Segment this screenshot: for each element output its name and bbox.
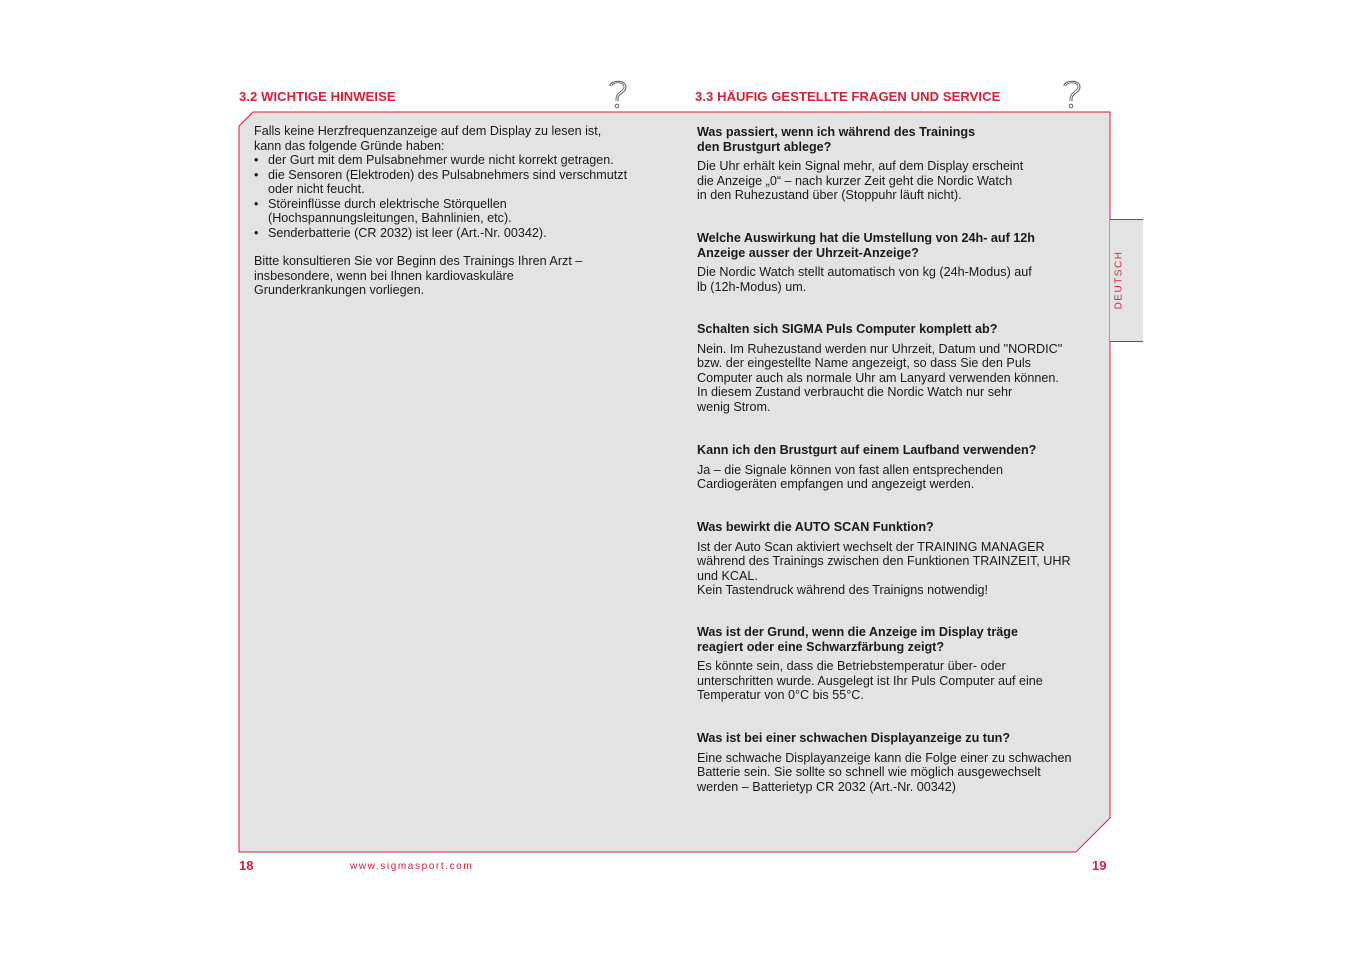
faq-question: Schalten sich SIGMA Puls Computer komplett ab?: [697, 322, 998, 336]
list-item: • Senderbatterie (CR 2032) ist leer (Art.-Nr. 00342).: [254, 226, 654, 241]
faq-answer: Ja – die Signale können von fast allen entsprechenden Cardiogeräten empfangen und angezeigt werden.: [697, 462, 1003, 491]
faq-answer: Nein. Im Ruhezustand werden nur Uhrzeit, Datum und "NORDIC" bzw. der eingestellte Name angezeigt, so dass Sie den Puls Computer auch als normale Uhr am Lanyard verwenden können. In diesem Zustand verbraucht die Nordic Watch nur sehr wenig Strom.: [697, 341, 1063, 414]
language-tab-label: DEUTSCH: [1113, 250, 1125, 310]
faq-item: [697, 231, 1092, 294]
faq-item: [697, 520, 1092, 598]
faq-question: Was passiert, wenn ich während des Trainings den Brustgurt ablege?: [697, 125, 976, 154]
faq-item: [697, 125, 1092, 203]
list-item: • Störeinflüsse durch elektrische Störquellen (Hochspannungsleitungen, Bahnlinien, etc).: [254, 197, 654, 226]
faq-answer: Es könnte sein, dass die Betriebstemperatur über- oder unterschritten wurde. Ausgelegt ist Ihr Puls Computer auf eine Temperatur von 0°C bis 55°C.: [697, 659, 1043, 702]
faq-item: [697, 443, 1092, 492]
page-number-left: 18: [239, 858, 254, 873]
faq-question: Welche Auswirkung hat die Umstellung von 24h- auf 12h Anzeige ausser der Uhrzeit-Anzeige?: [697, 231, 1035, 260]
faq-item: [697, 731, 1092, 794]
faq-item: [697, 625, 1092, 703]
left-bullet-list: [254, 153, 654, 240]
question-mark-icon: [1060, 77, 1084, 109]
faq-question: Was bewirkt die AUTO SCAN Funktion?: [697, 520, 934, 534]
list-item: • der Gurt mit dem Pulsabnehmer wurde nicht korrekt getragen.: [254, 153, 654, 168]
right-section-heading: 3.3 HÄUFIG GESTELLTE FRAGEN UND SERVICE: [695, 89, 1001, 104]
faq-question: Kann ich den Brustgurt auf einem Laufband verwenden?: [697, 443, 1037, 457]
left-section-heading: 3.2 WICHTIGE HINWEISE: [239, 89, 396, 104]
faq-answer: Eine schwache Displayanzeige kann die Folge einer zu schwachen Batterie sein. Sie sollte so schnell wie möglich ausgewechselt werden – Batterietyp CR 2032 (Art.-Nr. 00342): [697, 750, 1072, 794]
list-item: • die Sensoren (Elektroden) des Pulsabnehmers sind verschmutzt oder nicht feucht.: [254, 168, 654, 197]
faq-item: [697, 322, 1092, 414]
page-number-right: 19: [1092, 858, 1107, 873]
left-column: [254, 124, 654, 298]
faq-question: Was ist bei einer schwachen Displayanzeige zu tun?: [697, 731, 1011, 745]
question-mark-icon: [606, 77, 630, 109]
website-url[interactable]: www.sigmasport.com: [350, 861, 474, 872]
left-note: Bitte konsultieren Sie vor Beginn des Trainings Ihren Arzt – insbesondere, wenn bei Ihnen kardiovaskuläre Grunderkrankungen vorliegen.: [254, 254, 583, 297]
left-intro: Falls keine Herzfrequenzanzeige auf dem Display zu lesen ist, kann das folgende Gründe haben:: [254, 124, 602, 153]
faq-answer: Die Nordic Watch stellt automatisch von kg (24h-Modus) auf lb (12h-Modus) um.: [697, 265, 1032, 294]
faq-question: Was ist der Grund, wenn die Anzeige im Display träge reagiert oder eine Schwarzfärbung zeigt?: [697, 625, 1018, 654]
faq-answer: Ist der Auto Scan aktiviert wechselt der TRAINING MANAGER während des Trainings zwischen den Funktionen TRAINZEIT, UHR und KCAL. Kein Tastendruck während des Trainigns notwendig!: [697, 539, 1071, 597]
faq-answer: Die Uhr erhält kein Signal mehr, auf dem Display erscheint die Anzeige „0“ – nach kurzer Zeit geht die Nordic Watch in den Ruhezustand über (Stoppuhr läuft nicht).: [697, 159, 1024, 202]
